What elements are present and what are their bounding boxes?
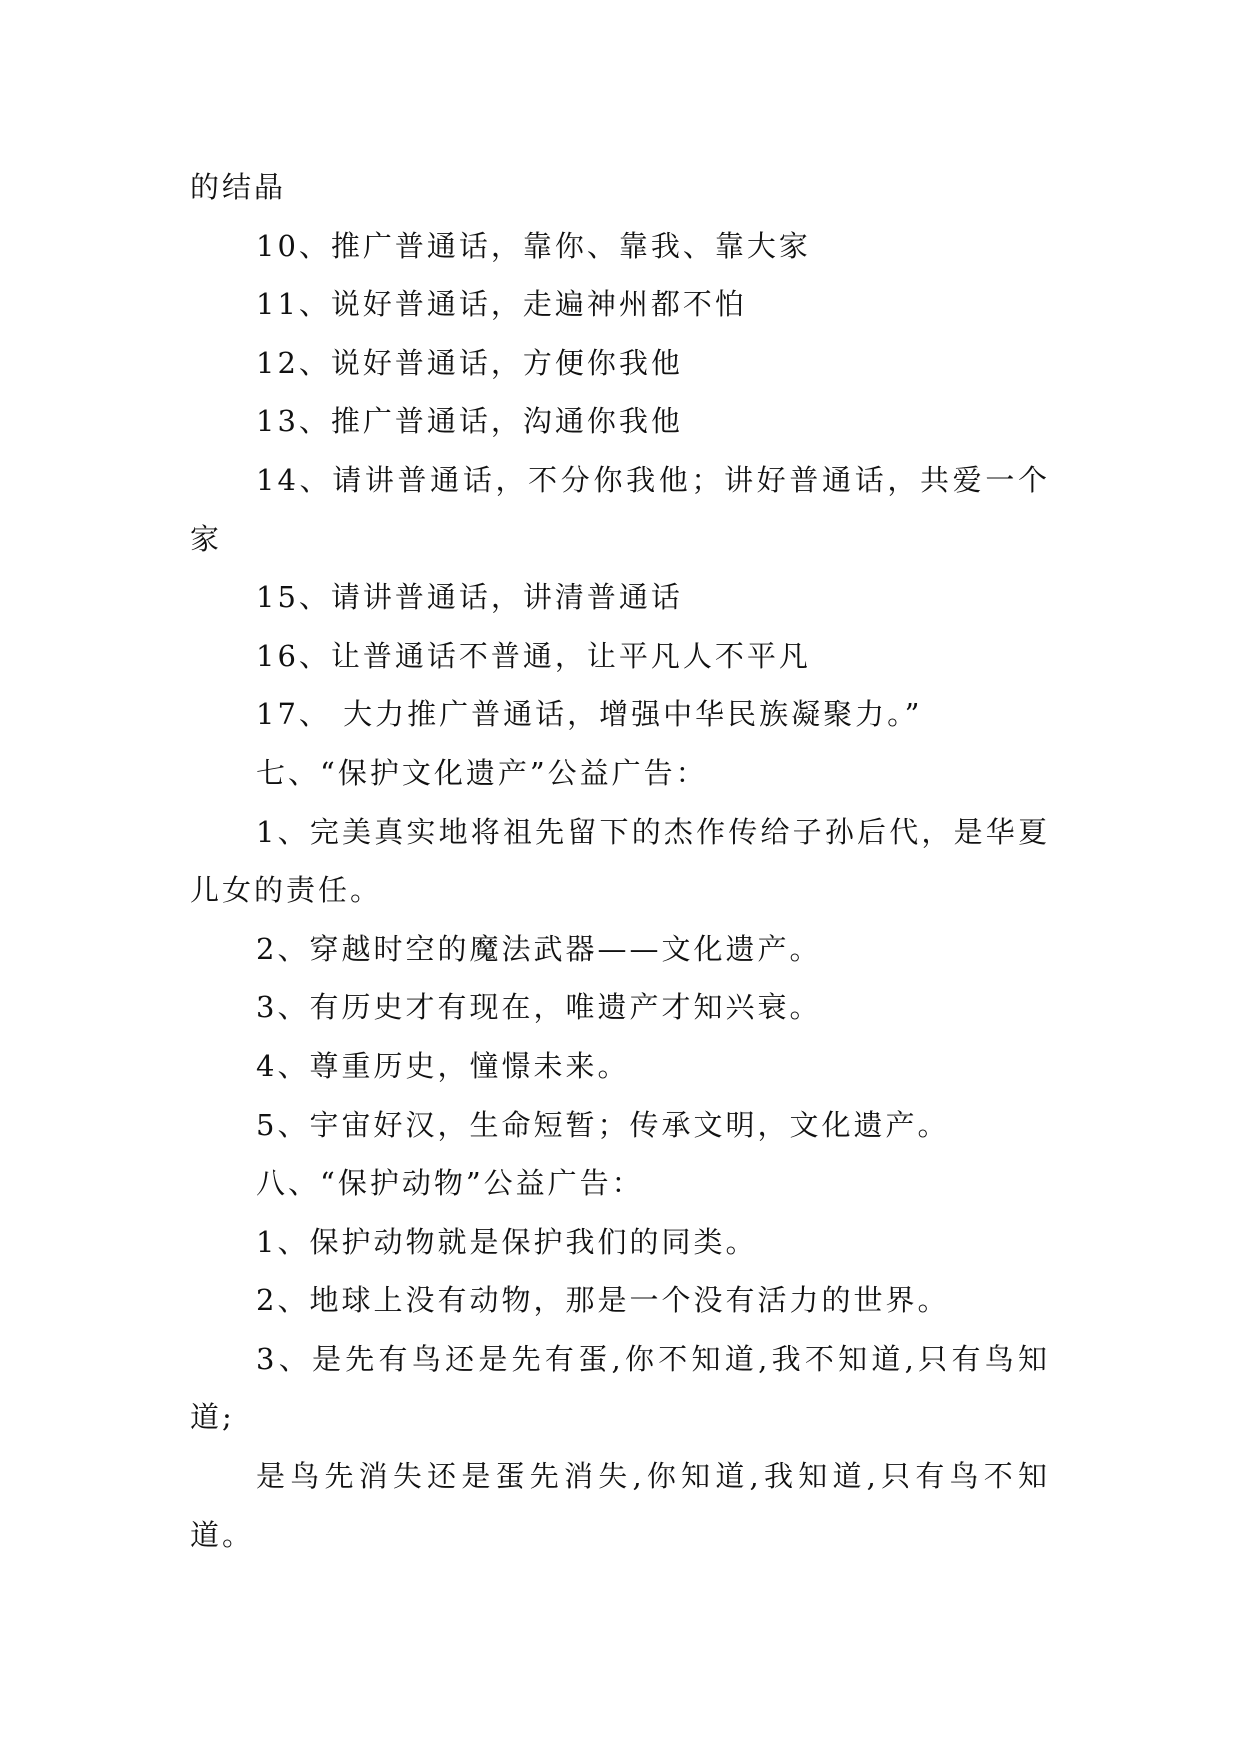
animal-item-3-continued: 是鸟先消失还是蛋先消失,你知道,我知道,只有鸟不知道。 — [190, 1459, 1050, 1552]
heritage-item-3: 3、有历史才有现在，唯遗产才知兴衰。 — [256, 990, 822, 1025]
paragraph-continuation: 的结晶 — [190, 170, 287, 204]
heritage-item-2: 2、穿越时空的魔法武器——文化遗产。 — [256, 931, 822, 966]
slogan-item-10: 10、推广普通话，靠你、靠我、靠大家 — [256, 228, 811, 263]
document-body — [190, 158, 1050, 1564]
slogan-item-14: 14、请讲普通话，不分你我他；讲好普通话，共爱一个家 — [190, 462, 1050, 556]
section-heading-animal-protection: 八、“保护动物”公益广告： — [256, 1166, 644, 1201]
heritage-item-1: 1、完美真实地将祖先留下的杰作传给子孙后代，是华夏儿女的责任。 — [190, 814, 1050, 908]
slogan-item-15: 15、请讲普通话，讲清普通话 — [256, 580, 683, 615]
slogan-item-11: 11、说好普通话，走遍神州都不怕 — [256, 287, 747, 322]
slogan-item-13: 13、推广普通话，沟通你我他 — [256, 404, 683, 439]
slogan-item-12: 12、说好普通话，方便你我他 — [256, 345, 683, 380]
slogan-item-17: 17、 大力推广普通话，增强中华民族凝聚力。” — [256, 697, 923, 732]
heritage-item-4: 4、尊重历史，憧憬未来。 — [256, 1048, 630, 1083]
animal-item-1: 1、保护动物就是保护我们的同类。 — [256, 1224, 758, 1259]
animal-item-2: 2、地球上没有动物，那是一个没有活力的世界。 — [256, 1283, 950, 1318]
heritage-item-5: 5、宇宙好汉，生命短暂；传承文明，文化遗产。 — [256, 1107, 950, 1142]
slogan-item-16: 16、让普通话不普通，让平凡人不平凡 — [256, 638, 811, 673]
animal-item-3: 3、是先有鸟还是先有蛋,你不知道,我不知道,只有鸟知道; — [190, 1341, 1050, 1435]
section-heading-cultural-heritage: 七、“保护文化遗产”公益广告： — [256, 755, 708, 790]
